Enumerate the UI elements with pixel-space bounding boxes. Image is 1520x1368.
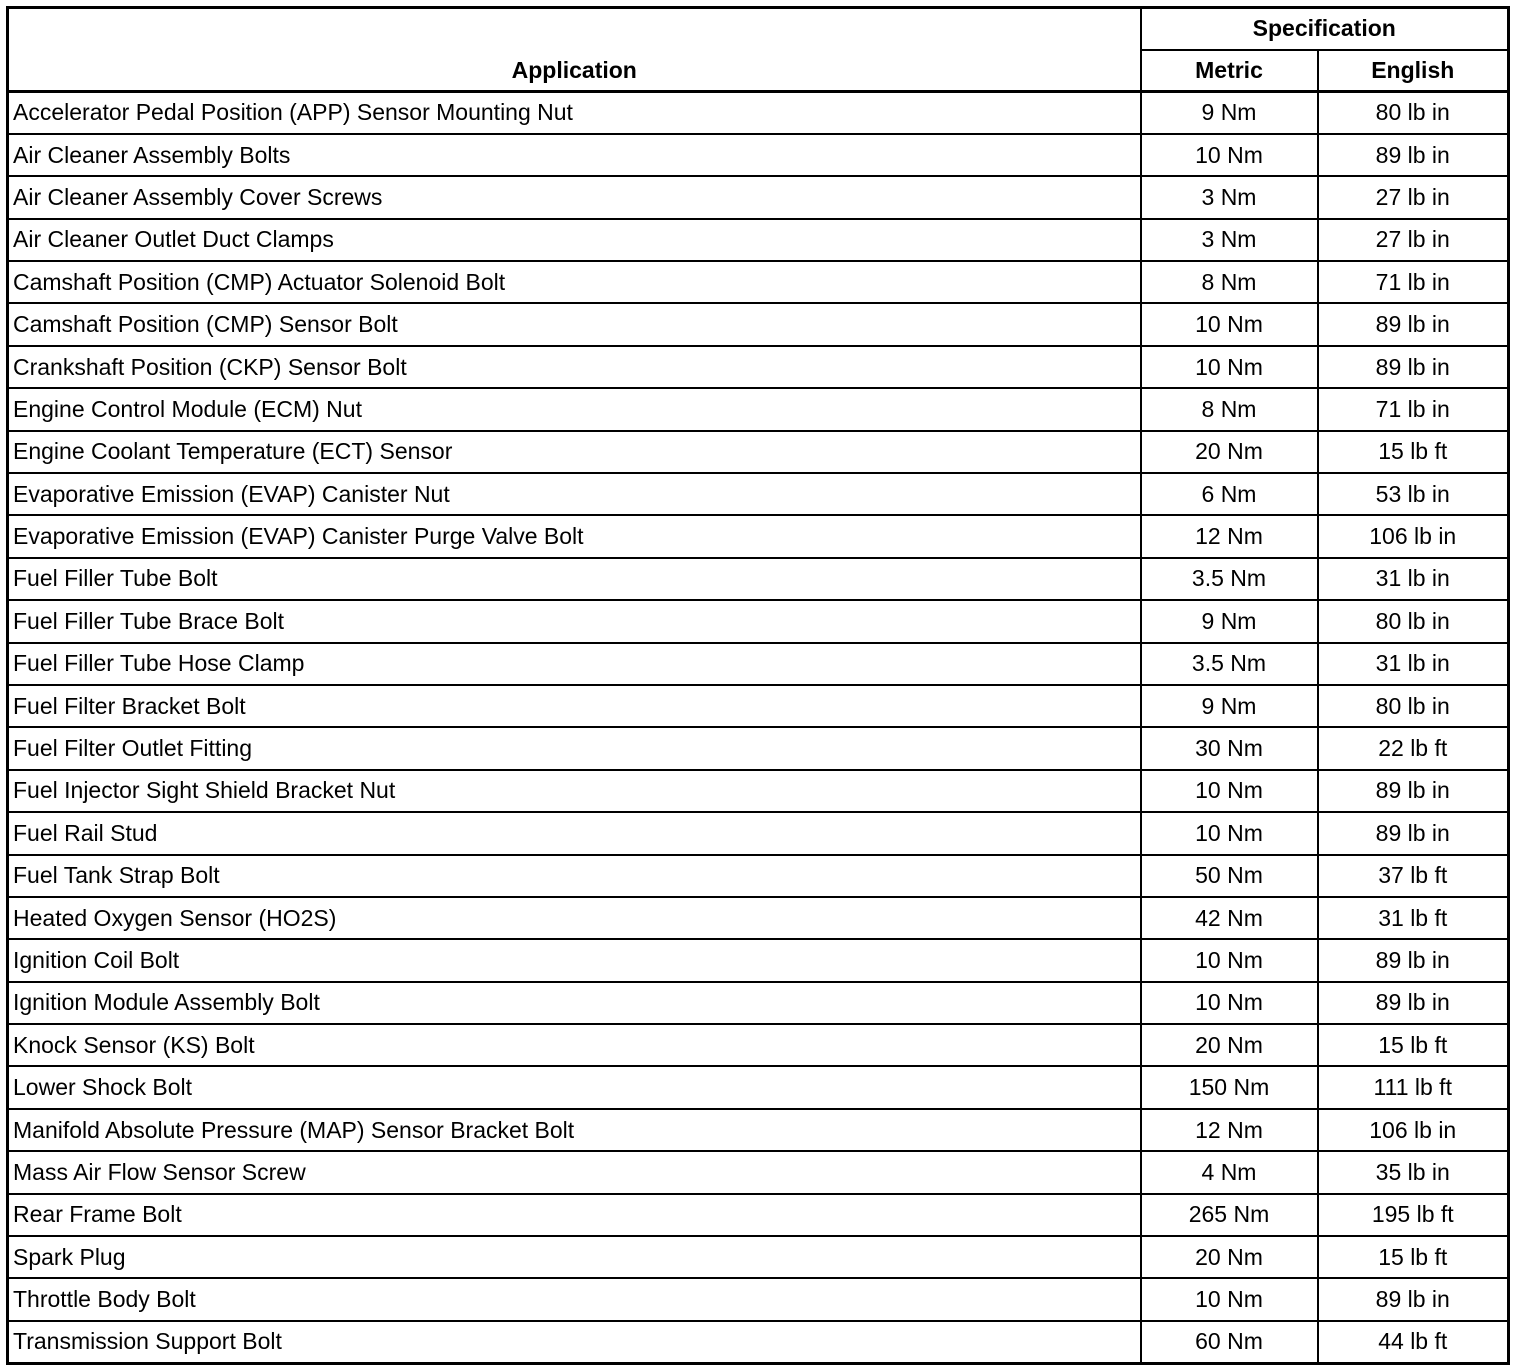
metric-cell: 3.5 Nm — [1141, 558, 1318, 600]
header-row-top — [8, 8, 1509, 50]
table-row — [8, 431, 1509, 473]
english-cell: 53 lb in — [1318, 473, 1509, 515]
english-cell: 89 lb in — [1318, 982, 1509, 1024]
english-cell: 31 lb ft — [1318, 897, 1509, 939]
english-cell: 15 lb ft — [1318, 1236, 1509, 1278]
metric-cell: 20 Nm — [1141, 1024, 1318, 1066]
metric-cell: 9 Nm — [1141, 92, 1318, 134]
english-cell: 89 lb in — [1318, 303, 1509, 345]
english-column-header: English — [1318, 50, 1509, 92]
table-row — [8, 92, 1509, 134]
application-cell: Fuel Tank Strap Bolt — [8, 855, 1141, 897]
english-cell: 106 lb in — [1318, 1109, 1509, 1151]
table-row — [8, 685, 1509, 727]
table-row — [8, 1236, 1509, 1278]
application-cell: Ignition Coil Bolt — [8, 939, 1141, 981]
application-cell: Fuel Filler Tube Brace Bolt — [8, 600, 1141, 642]
metric-cell: 4 Nm — [1141, 1151, 1318, 1193]
metric-cell: 30 Nm — [1141, 727, 1318, 769]
metric-cell: 10 Nm — [1141, 303, 1318, 345]
metric-cell: 265 Nm — [1141, 1194, 1318, 1236]
table-row — [8, 1151, 1509, 1193]
english-cell: 15 lb ft — [1318, 431, 1509, 473]
english-cell: 80 lb in — [1318, 685, 1509, 727]
english-cell: 27 lb in — [1318, 219, 1509, 261]
table-row — [8, 1109, 1509, 1151]
metric-cell: 42 Nm — [1141, 897, 1318, 939]
fastener-torque-table — [6, 6, 1510, 1365]
metric-cell: 10 Nm — [1141, 770, 1318, 812]
english-cell: 35 lb in — [1318, 1151, 1509, 1193]
metric-cell: 3 Nm — [1141, 176, 1318, 218]
application-cell: Engine Control Module (ECM) Nut — [8, 388, 1141, 430]
english-cell: 89 lb in — [1318, 346, 1509, 388]
metric-cell: 60 Nm — [1141, 1321, 1318, 1363]
table-row — [8, 1024, 1509, 1066]
english-cell: 15 lb ft — [1318, 1024, 1509, 1066]
table-row — [8, 643, 1509, 685]
application-cell: Air Cleaner Assembly Cover Screws — [8, 176, 1141, 218]
table-row — [8, 727, 1509, 769]
table-row — [8, 515, 1509, 557]
english-cell: 89 lb in — [1318, 812, 1509, 854]
application-cell: Accelerator Pedal Position (APP) Sensor Mounting Nut — [8, 92, 1141, 134]
table-row — [8, 1321, 1509, 1363]
metric-cell: 9 Nm — [1141, 600, 1318, 642]
table-row — [8, 939, 1509, 981]
table-row — [8, 600, 1509, 642]
english-cell: 31 lb in — [1318, 558, 1509, 600]
english-cell: 71 lb in — [1318, 388, 1509, 430]
application-cell: Evaporative Emission (EVAP) Canister Nut — [8, 473, 1141, 515]
metric-cell: 10 Nm — [1141, 939, 1318, 981]
application-cell: Lower Shock Bolt — [8, 1066, 1141, 1108]
table-row — [8, 558, 1509, 600]
application-cell: Air Cleaner Assembly Bolts — [8, 134, 1141, 176]
english-cell: 71 lb in — [1318, 261, 1509, 303]
metric-cell: 20 Nm — [1141, 431, 1318, 473]
table-row — [8, 346, 1509, 388]
metric-cell: 20 Nm — [1141, 1236, 1318, 1278]
table-row — [8, 303, 1509, 345]
application-cell: Fuel Injector Sight Shield Bracket Nut — [8, 770, 1141, 812]
table-body — [8, 92, 1509, 1364]
table-row — [8, 473, 1509, 515]
table-row — [8, 388, 1509, 430]
metric-cell: 10 Nm — [1141, 134, 1318, 176]
english-cell: 89 lb in — [1318, 1278, 1509, 1320]
application-cell: Fuel Filler Tube Bolt — [8, 558, 1141, 600]
metric-cell: 9 Nm — [1141, 685, 1318, 727]
english-cell: 22 lb ft — [1318, 727, 1509, 769]
table-header — [8, 8, 1509, 92]
application-cell: Evaporative Emission (EVAP) Canister Purge Valve Bolt — [8, 515, 1141, 557]
table-row — [8, 134, 1509, 176]
application-cell: Knock Sensor (KS) Bolt — [8, 1024, 1141, 1066]
table-row — [8, 982, 1509, 1024]
application-cell: Throttle Body Bolt — [8, 1278, 1141, 1320]
table-row — [8, 897, 1509, 939]
metric-cell: 12 Nm — [1141, 515, 1318, 557]
metric-cell: 10 Nm — [1141, 982, 1318, 1024]
metric-cell: 6 Nm — [1141, 473, 1318, 515]
specification-column-header: Specification — [1141, 8, 1509, 50]
metric-cell: 10 Nm — [1141, 1278, 1318, 1320]
application-cell: Engine Coolant Temperature (ECT) Sensor — [8, 431, 1141, 473]
application-cell: Rear Frame Bolt — [8, 1194, 1141, 1236]
table-row — [8, 1066, 1509, 1108]
table-row — [8, 261, 1509, 303]
english-cell: 80 lb in — [1318, 600, 1509, 642]
application-column-header: Application — [8, 8, 1141, 92]
application-cell: Manifold Absolute Pressure (MAP) Sensor Bracket Bolt — [8, 1109, 1141, 1151]
metric-cell: 8 Nm — [1141, 261, 1318, 303]
english-cell: 37 lb ft — [1318, 855, 1509, 897]
metric-cell: 3 Nm — [1141, 219, 1318, 261]
application-cell: Air Cleaner Outlet Duct Clamps — [8, 219, 1141, 261]
english-cell: 89 lb in — [1318, 939, 1509, 981]
application-cell: Transmission Support Bolt — [8, 1321, 1141, 1363]
table-row — [8, 855, 1509, 897]
metric-cell: 8 Nm — [1141, 388, 1318, 430]
application-cell: Ignition Module Assembly Bolt — [8, 982, 1141, 1024]
metric-cell: 10 Nm — [1141, 346, 1318, 388]
metric-cell: 10 Nm — [1141, 812, 1318, 854]
english-cell: 31 lb in — [1318, 643, 1509, 685]
application-cell: Fuel Filter Outlet Fitting — [8, 727, 1141, 769]
english-cell: 89 lb in — [1318, 134, 1509, 176]
english-cell: 195 lb ft — [1318, 1194, 1509, 1236]
metric-cell: 50 Nm — [1141, 855, 1318, 897]
table-row — [8, 219, 1509, 261]
application-cell: Heated Oxygen Sensor (HO2S) — [8, 897, 1141, 939]
application-cell: Fuel Filler Tube Hose Clamp — [8, 643, 1141, 685]
metric-cell: 12 Nm — [1141, 1109, 1318, 1151]
application-cell: Crankshaft Position (CKP) Sensor Bolt — [8, 346, 1141, 388]
english-cell: 89 lb in — [1318, 770, 1509, 812]
application-cell: Spark Plug — [8, 1236, 1141, 1278]
english-cell: 80 lb in — [1318, 92, 1509, 134]
application-cell: Camshaft Position (CMP) Actuator Solenoid Bolt — [8, 261, 1141, 303]
table-row — [8, 770, 1509, 812]
english-cell: 44 lb ft — [1318, 1321, 1509, 1363]
application-cell: Fuel Rail Stud — [8, 812, 1141, 854]
table-row — [8, 812, 1509, 854]
english-cell: 106 lb in — [1318, 515, 1509, 557]
table-row — [8, 1194, 1509, 1236]
metric-cell: 3.5 Nm — [1141, 643, 1318, 685]
table-row — [8, 176, 1509, 218]
application-cell: Camshaft Position (CMP) Sensor Bolt — [8, 303, 1141, 345]
application-cell: Fuel Filter Bracket Bolt — [8, 685, 1141, 727]
metric-column-header: Metric — [1141, 50, 1318, 92]
table-row — [8, 1278, 1509, 1320]
metric-cell: 150 Nm — [1141, 1066, 1318, 1108]
english-cell: 27 lb in — [1318, 176, 1509, 218]
english-cell: 111 lb ft — [1318, 1066, 1509, 1108]
application-cell: Mass Air Flow Sensor Screw — [8, 1151, 1141, 1193]
